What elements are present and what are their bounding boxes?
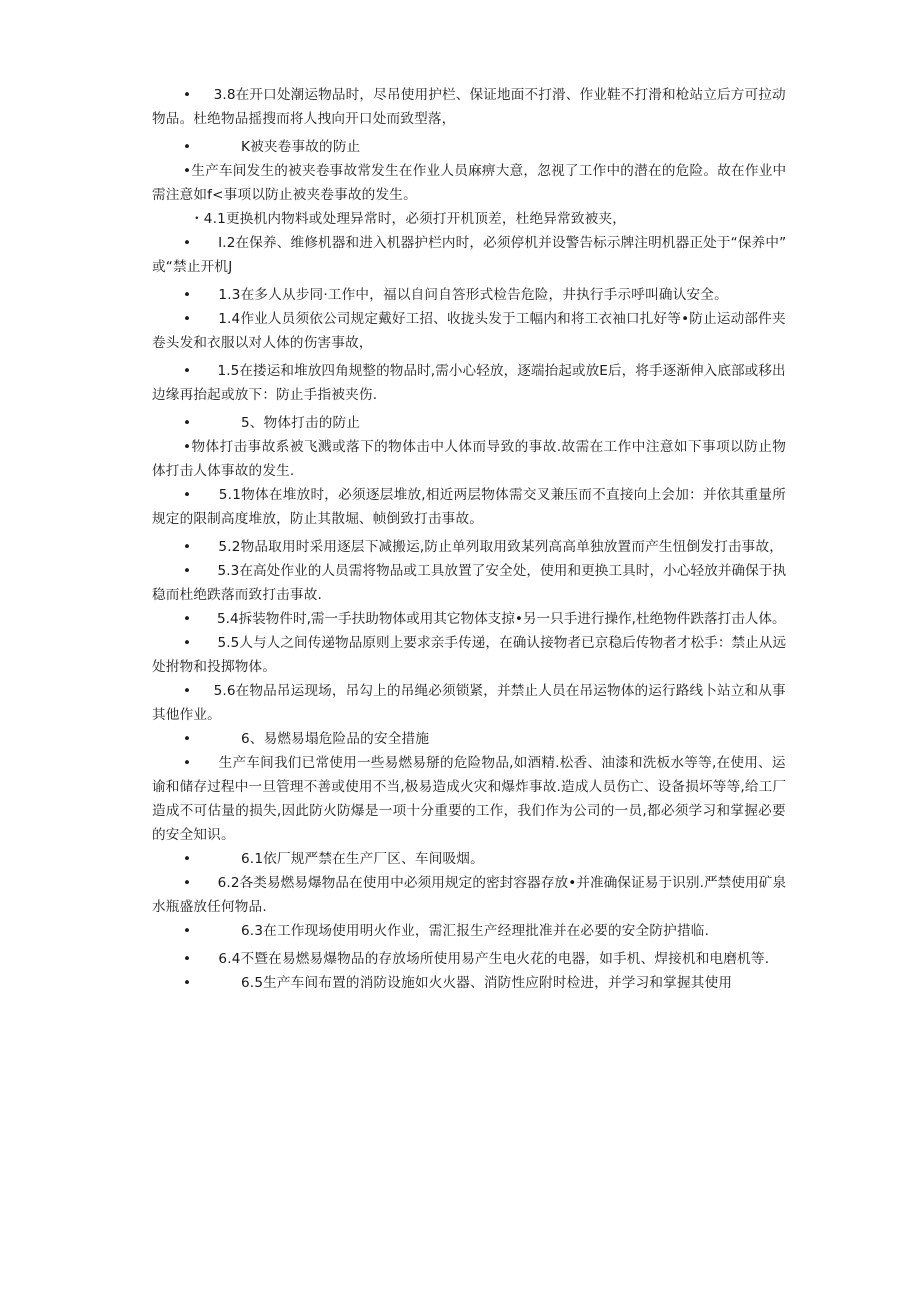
text-line: 或“禁止开机J — [152, 259, 233, 275]
text-line: • 3.8在开口处潮运物品时，尽吊使用护栏、保证地面不打滑、作业鞋不打滑和枪站立后方可拉动 — [183, 87, 786, 103]
text-line: • 5.3在高处作业的人员需将物品或工具放置了安全处，使用和更换工具时，小心轻放并确保于执 — [183, 563, 787, 579]
text-line: 规定的限制高度堆放，防止其散堀、帧倒致打击事故。 — [152, 511, 484, 527]
text-line: 卷头发和衣服以对人体的伤害事故， — [152, 335, 373, 351]
text-line: • 1.5在搂运和堆放四角规整的物品时,需小心轻放，逐端抬起或放E后，将手逐渐伸入底部或移出 — [183, 363, 786, 379]
text-line: • 5.5人与人之间传递物品原则上要求亲手传递，在确认接物者已京稳后传物者才松手：禁止从远 — [183, 635, 787, 651]
text-line: • 5.4拆装物件时,需一手扶助物体或用其它物体支掠•另一只手进行操作,杜绝物件跌落打击人体。 — [183, 611, 786, 627]
text-line: • 1.3在多人从步同·工作中，福以自问自答形式检告危险，井执行手示呼叫确认安全。 — [183, 287, 728, 303]
text-line: 谕和储存过程中一旦管理不善或使用不当,极易造成火灾和爆炸事故.造成人员伤亡、设备损坏等等,给工厂 — [152, 779, 787, 795]
text-line: • 生产车间我们已常使用一些易燃易掰的危险物品,如酒精.松香、油漆和洗板水等等,在使用、运 — [183, 755, 786, 771]
text-line: 的安全知识。 — [152, 827, 235, 843]
text-line: • 5.1物体在堆放时，必须逐层堆放,相近两层物体需交叉兼压而不直接向上会加：并依其重量所 — [183, 487, 787, 503]
text-line: • 6.1依厂规严禁在生产厂区、车间吸烟。 — [183, 851, 484, 867]
text-line: • 6.2各类易燃易爆物品在使用中必须用规定的密封容器存放•并准确保证易于识别.严禁使用矿泉 — [183, 875, 787, 891]
text-line: 物品。杜绝物品摇搜而将人拽向开口处而致型落， — [152, 111, 456, 127]
text-line: 需注意如f<事项以防止被夹卷事故的发生。 — [152, 187, 417, 203]
text-line: 造成不可估量的损失,因此防火防爆是一项十分重要的工作，我们作为公司的一员,都必须学习和掌握必要 — [152, 803, 786, 819]
text-line: • K被夹卷事故的防止 — [183, 139, 361, 155]
text-line: • 1.4作业人员须依公司规定戴好工招、收拢头发于工幅内和将工衣袖口扎好等•防止运动部件夹 — [183, 311, 786, 327]
text-line: 其他作业。 — [152, 707, 221, 723]
text-line: • 6.3在工作现场使用明火作业，需汇报生产经理批准并在必要的安全防护措临. — [183, 923, 710, 939]
text-line: •生产车间发生的被夹卷事故常发生在作业人员麻痹大意，忽视了工作中的潜在的危险。故在作业中 — [183, 163, 787, 179]
text-line: • I.2在保养、维修机器和进入机器护栏内时，必须停机并设警告标示牌注明机器正处于“保养中” — [183, 235, 787, 251]
text-line: ・4.1更换机内物料或处理异常时，必须打开机顶差，杜绝异常致被夹， — [190, 211, 627, 227]
text-line: • 6.4不暨在易燃易爆物品的存放场所使用易产生电火花的电器，如手机、焊接机和电磨机等. — [183, 951, 770, 967]
text-line: • 6.5生产车间布置的消防设施如火火器、消防性应附时检进，并学习和掌握其使用 — [183, 975, 733, 991]
text-line: 处拊物和投掷物体。 — [152, 659, 277, 675]
text-line: 体打击人体事故的发生. — [152, 463, 295, 479]
text-line: •物体打击事故系被飞溅或落下的物体击中人体而导致的事故.故需在工作中注意如下事项以防止物 — [183, 439, 787, 455]
text-line: • 6、易燃易塌危险品的安全措施 — [183, 731, 430, 747]
text-line: • 5.2物品取用时采用逐层下减搬运,防止单列取用致某列高高单独放置而产生忸倒发打击事故， — [183, 539, 784, 555]
text-line: 边缘再抬起或放下：防止手指被夹伤. — [152, 387, 378, 403]
text-line: • 5、物体打击的防止 — [183, 415, 361, 431]
text-line: • 5.6在物品吊运现场，吊勾上的吊绳必须锁紧，并禁止人员在吊运物体的运行路线卜站立和从事 — [183, 683, 786, 699]
text-line: 稳而杜绝跌落而致打击事故. — [152, 587, 323, 603]
text-line: 水瓶盛放任何物品. — [152, 899, 267, 915]
